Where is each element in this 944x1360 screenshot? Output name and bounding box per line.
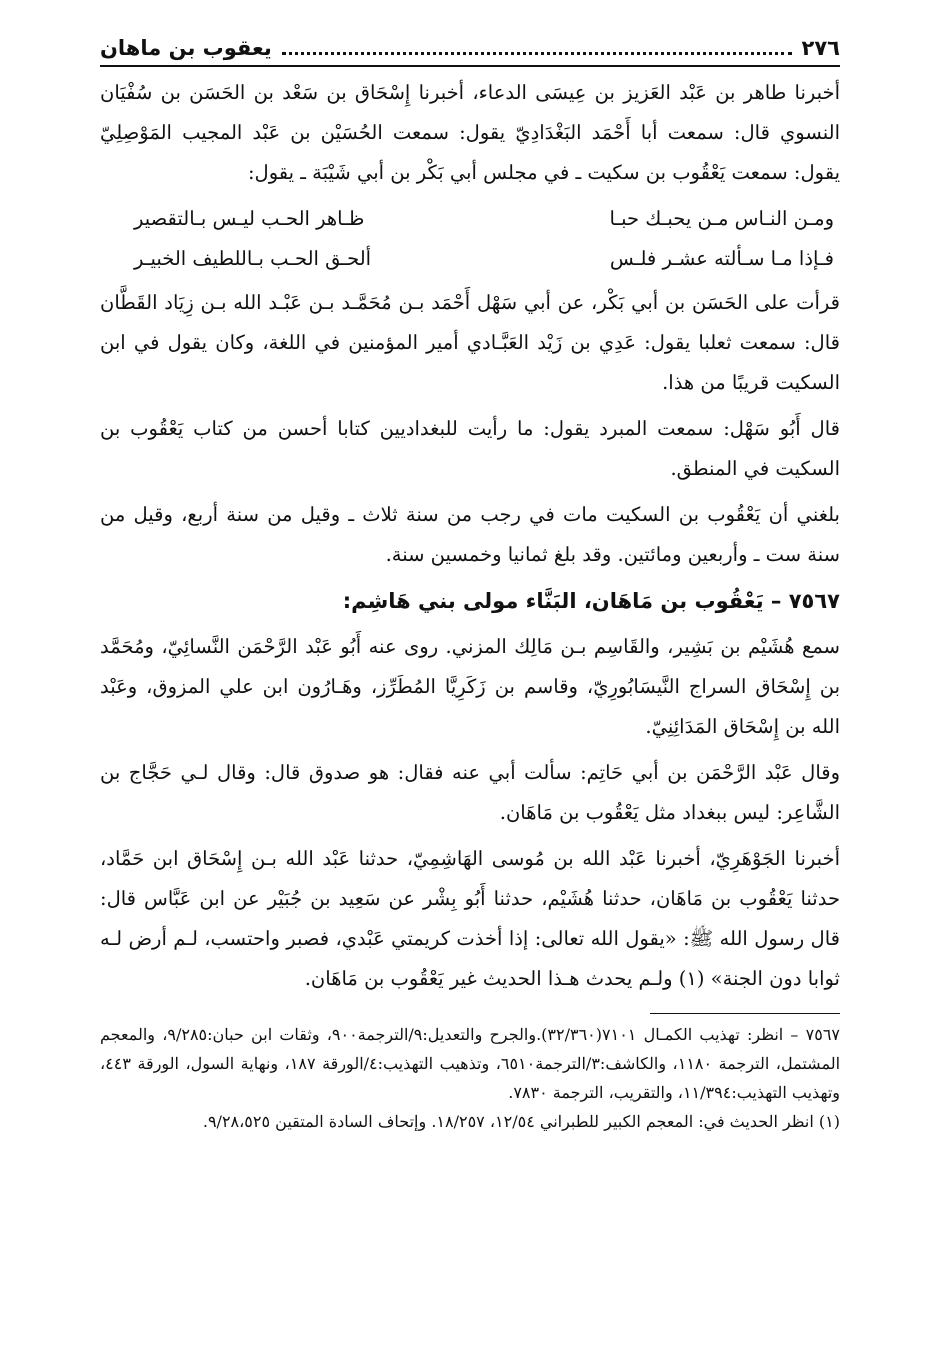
paragraph: قرأت على الحَسَن بن أبي بَكْر، عن أبي سَهْل أَحْمَد بـن مُحَمَّـد بـن عَبْـد الله بـن زِيَاد القَطَّان قال: سمعت ثعلبا يقول: عَدِي بن زَيْد العَبَّـادي أمير المؤمنين في اللغة، وكان يقول في ابن السكيت قريبًا من هذا.: [100, 291, 840, 394]
footnote-separator: [650, 1013, 840, 1014]
paragraph: أخبرنا طاهر بن عَبْد العَزيز بن عِيسَى الدعاء، أخبرنا إِسْحَاق بن سَعْد بن الحَسَن بن سُفْيَان النسوي قال: سمعت أبا أَحْمَد البَغْدَادِيّ يقول: سمعت الحُسَيْن بن عَبْد المجيب المَوْصِلِيّ يقول: سمعت يَعْقُوب بن سكيت ـ في مجلس أبي بَكْر بن أبي شَيْبَة ـ يقول:: [100, 81, 840, 184]
hemistich-second: ألحـق الحـب بـاللطيف الخبيـر: [134, 247, 372, 270]
poem-verse: [100, 239, 840, 279]
running-title: يعقوب بن ماهان: [100, 36, 272, 60]
hemistich-second: ظـاهر الحـب ليـس بـالتقصير: [134, 207, 365, 230]
paragraph: سمع هُشَيْم بن بَشِير، والقَاسِم بـن مَالِك المزني. روى عنه أَبُو عَبْد الرَّحْمَن النَّسائِيّ، ومُحَمَّد بن إِسْحَاق السراج النَّيسَابُورِيّ، وقاسم بن زَكَرِيَّا المُطَرِّز، وهَـارُون ابن علي المزوق، وعَبْد الله بن إِسْحَاق المَدَائِنِيّ.: [100, 635, 840, 738]
header-dots: [282, 52, 792, 55]
footnote: ٧٥٦٧ – انظر: تهذيب الكمـال ٧١٠١(٣٢/٣٦٠).والجرح والتعديل:٩/الترجمة٩٠٠، وثقات ابن حبان:٩/٢٨٥، والمعجم المشتمل، الترجمة ١١٨٠، والكاشف:٣/الترجمة٦٥١٠، وتذهيب التهذيب:٤/الورقة ١٨٧، ونهاية السول، الورقة ٤٤٣، وتهذيب التهذيب:١١/٣٩٤، والتقريب، الترجمة ٧٨٣٠.: [100, 1025, 841, 1102]
page-header: [100, 36, 840, 67]
page-number: ٢٧٦: [801, 36, 840, 60]
footnote-separator-wrap: [100, 1005, 840, 1020]
paragraph: أخبرنا الجَوْهَرِيّ، أخبرنا عَبْد الله بن مُوسى الهَاشِمِيّ، حدثنا عَبْد الله بـن إِسْحَاق ابن حَمَّاد، حدثنا يَعْقُوب بن مَاهَان، حدثنا هُشَيْم، حدثنا أَبُو بِشْر عن سَعِيد بن جُبَيْر عن ابن عَبَّاس قال: قال رسول الله ﷺ: «يقول الله تعالى: إذا أخذت كريمتي عَبْدي، فصبر واحتسب، لـم أرض لـه ثوابا دون الجنة» (١) ولـم يحدث هـذا الحديث غير يَعْقُوب بن مَاهَان.: [100, 847, 840, 990]
paragraph: بلغني أن يَعْقُوب بن السكيت مات في رجب من سنة ثلاث ـ وقيل من سنة أربع، وقيل من سنة ست ـ وأربعين ومائتين. وقد بلغ ثمانيا وخمسين سنة.: [100, 503, 840, 566]
paragraph: قال أَبُو سَهْل: سمعت المبرد يقول: ما رأيت للبغداديين كتابا أحسن من كتاب يَعْقُوب بن السكيت في المنطق.: [100, 417, 840, 480]
entry-title: ٧٥٦٧ – يَعْقُوب بن مَاهَان، البَنَّاء مولى بني هَاشِم:: [342, 589, 840, 613]
hemistich-first: فـإذا مـا سـألته عشـر فلـس: [609, 247, 834, 270]
poem: [100, 199, 840, 279]
paragraph: وقال عَبْد الرَّحْمَن بن أبي حَاتِم: سألت أبي عنه فقال: هو صدوق قال: وقال لـي حَجَّاج بن الشَّاعِر: ليس ببغداد مثل يَعْقُوب بن مَاهَان.: [100, 761, 840, 824]
footnote: (١) انظر الحديث في: المعجم الكبير للطبراني ١٢/٥٤، ١٨/٢٥٧. وإتحاف السادة المتقين ٩/٢٨،٥٢٥.: [202, 1112, 840, 1131]
poem-verse: [100, 199, 840, 239]
hemistich-first: ومـن النـاس مـن يحبـك حبـا: [609, 207, 834, 230]
